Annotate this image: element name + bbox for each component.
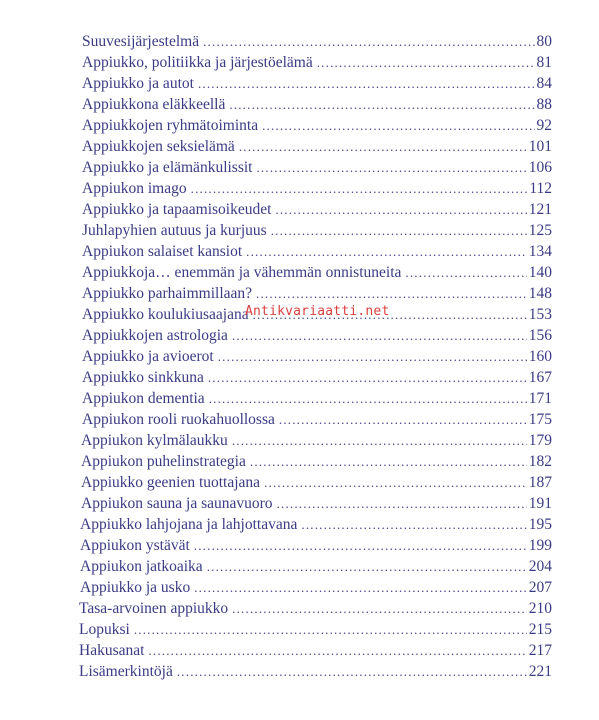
- toc-dot-leader: [229, 95, 534, 115]
- toc-entry: [82, 389, 552, 409]
- toc-entry-page: 148: [528, 285, 552, 302]
- toc-entry: [82, 116, 552, 136]
- toc-entry: [80, 536, 552, 556]
- toc-entry-page: 106: [528, 159, 552, 176]
- toc-entry: [80, 557, 552, 577]
- toc-entry-title: Appiukko parhaimmillaan?: [82, 285, 253, 302]
- toc-entry-page: 153: [528, 306, 552, 323]
- toc-entry: [82, 74, 552, 94]
- toc-entry-page: 121: [528, 201, 552, 218]
- toc-entry: [81, 473, 552, 493]
- toc-entry-title: Tasa-arvoinen appiukko: [79, 600, 229, 617]
- toc-entry: [80, 578, 552, 598]
- toc-entry-page: 101: [528, 138, 552, 155]
- toc-entry-page: 167: [528, 369, 552, 386]
- toc-entry: [79, 620, 552, 640]
- toc-entry: [82, 53, 552, 73]
- toc-dot-leader: [177, 662, 527, 682]
- toc-entry-page: 88: [536, 96, 552, 113]
- toc-entry-page: 81: [536, 54, 552, 71]
- toc-dot-leader: [203, 32, 534, 52]
- toc-dot-leader: [275, 200, 526, 220]
- toc-dot-leader: [207, 557, 527, 577]
- toc-entry-title: Appiukko ja avioerot: [82, 348, 214, 365]
- toc-entry: [82, 221, 552, 241]
- toc-entry-page: 191: [528, 495, 552, 512]
- toc-entry: [82, 263, 552, 283]
- toc-entry-page: 187: [528, 474, 552, 491]
- toc-entry-page: 204: [528, 558, 552, 575]
- toc-entry-title: Appiukon salaiset kansiot: [82, 243, 243, 260]
- toc-entry-title: Appiukon dementia: [82, 390, 205, 407]
- toc-dot-leader: [317, 53, 535, 73]
- toc-entry: [82, 347, 552, 367]
- toc-dot-leader: [232, 431, 527, 451]
- toc-entry: [79, 662, 552, 682]
- toc-dot-leader: [239, 137, 527, 157]
- toc-entry-page: 210: [528, 600, 552, 617]
- toc-entry: [82, 242, 552, 262]
- watermark-text: Antikvariaatti.net: [245, 304, 390, 319]
- toc-entry-title: Appiukko ja autot: [82, 75, 194, 92]
- toc-entry: [82, 158, 552, 178]
- toc-dot-leader: [271, 221, 527, 241]
- toc-entry-title: Lisämerkintöjä: [79, 663, 173, 680]
- toc-entry: [80, 515, 552, 535]
- toc-entry-title: Appiukko geenien tuottajana: [81, 474, 261, 491]
- toc-entry-page: 134: [528, 243, 552, 260]
- toc-dot-leader: [194, 536, 527, 556]
- toc-dot-leader: [264, 473, 527, 493]
- toc-entry-title: Appiukon sauna ja saunavuoro: [81, 495, 273, 512]
- toc-entry: [82, 284, 552, 304]
- toc-dot-leader: [194, 578, 527, 598]
- toc-dot-leader: [405, 263, 526, 283]
- toc-entry: [79, 599, 552, 619]
- toc-dot-leader: [262, 116, 534, 136]
- toc-entry-title: Appiukon puhelinstrategia: [81, 453, 246, 470]
- toc-entry: [82, 200, 552, 220]
- toc-entry-title: Appiukkona eläkkeellä: [82, 96, 226, 113]
- toc-dot-leader: [134, 620, 527, 640]
- toc-entry-title: Appiukon imago: [82, 180, 187, 197]
- toc-entry-title: Appiukon kylmälaukku: [81, 432, 228, 449]
- toc-entry-page: 195: [528, 516, 552, 533]
- toc-dot-leader: [246, 242, 527, 262]
- toc-dot-leader: [218, 347, 527, 367]
- toc-entry-title: Appiukon rooli ruokahuollossa: [82, 411, 275, 428]
- toc-entry-title: Hakusanat: [79, 642, 145, 659]
- toc-entry-title: Appiukkoja… enemmän ja vähemmän onnistuneita: [82, 264, 402, 281]
- toc-dot-leader: [256, 284, 527, 304]
- toc-entry-page: 80: [536, 33, 552, 50]
- toc-entry-page: 221: [528, 663, 552, 680]
- toc-dot-leader: [232, 326, 527, 346]
- toc-entry-page: 171: [528, 390, 552, 407]
- toc-entry-title: Appiukko lahjojana ja lahjottavana: [80, 516, 298, 533]
- toc-entry-title: Appiukon jatkoaika: [80, 558, 203, 575]
- toc-entry-title: Appiukkojen astrologia: [82, 327, 228, 344]
- toc-entry-title: Suuvesijärjestelmä: [82, 33, 200, 50]
- toc-dot-leader: [250, 452, 527, 472]
- toc-entry-title: Appiukon ystävät: [80, 537, 190, 554]
- toc-entry-page: 207: [528, 579, 552, 596]
- toc-entry: [82, 326, 552, 346]
- toc-entry-page: 84: [536, 75, 552, 92]
- toc-entry: [82, 137, 552, 157]
- toc-entry-page: 112: [529, 180, 552, 197]
- toc-entry: [81, 452, 552, 472]
- toc-entry: [82, 368, 552, 388]
- toc-entry-title: Appiukko koulukiusaajana: [82, 306, 249, 323]
- toc-entry-page: 199: [528, 537, 552, 554]
- toc-entry: [81, 431, 552, 451]
- toc-entry: [82, 179, 552, 199]
- toc-entry-page: 125: [528, 222, 552, 239]
- toc-entry: [82, 95, 552, 115]
- toc-dot-leader: [232, 599, 527, 619]
- toc-dot-leader: [277, 494, 527, 514]
- toc-dot-leader: [208, 368, 527, 388]
- toc-entry-page: 156: [528, 327, 552, 344]
- toc-entry-title: Appiukkojen seksielämä: [82, 138, 235, 155]
- toc-entry-title: Juhlapyhien autuus ja kurjuus: [82, 222, 267, 239]
- toc-dot-leader: [148, 641, 526, 661]
- toc-entry-page: 215: [528, 621, 552, 638]
- toc-dot-leader: [191, 179, 528, 199]
- toc-entry: [82, 410, 552, 430]
- toc-entry: [79, 641, 552, 661]
- toc-entry-title: Appiukko ja tapaamisoikeudet: [82, 201, 272, 218]
- toc-dot-leader: [198, 74, 535, 94]
- toc-entry-page: 217: [528, 642, 552, 659]
- toc-dot-leader: [301, 515, 526, 535]
- toc-entry-title: Appiukko sinkkuna: [82, 369, 204, 386]
- toc-entry: [82, 32, 552, 52]
- toc-entry: [81, 494, 552, 514]
- toc-entry-page: 92: [536, 117, 552, 134]
- toc-entry-title: Appiukko, politiikka ja järjestöelämä: [82, 54, 313, 71]
- toc-entry-page: 182: [528, 453, 552, 470]
- toc-entry-page: 140: [528, 264, 552, 281]
- toc-entry-title: Appiukkojen ryhmätoiminta: [82, 117, 259, 134]
- toc-dot-leader: [279, 410, 527, 430]
- toc-dot-leader: [256, 158, 526, 178]
- toc-entry-title: Lopuksi: [79, 621, 130, 638]
- toc-dot-leader: [209, 389, 527, 409]
- toc-entry-page: 175: [528, 411, 552, 428]
- toc-entry-title: Appiukko ja usko: [80, 579, 191, 596]
- toc-entry-page: 160: [528, 348, 552, 365]
- toc-entry-title: Appiukko ja elämänkulissit: [82, 159, 253, 176]
- toc-entry-page: 179: [528, 432, 552, 449]
